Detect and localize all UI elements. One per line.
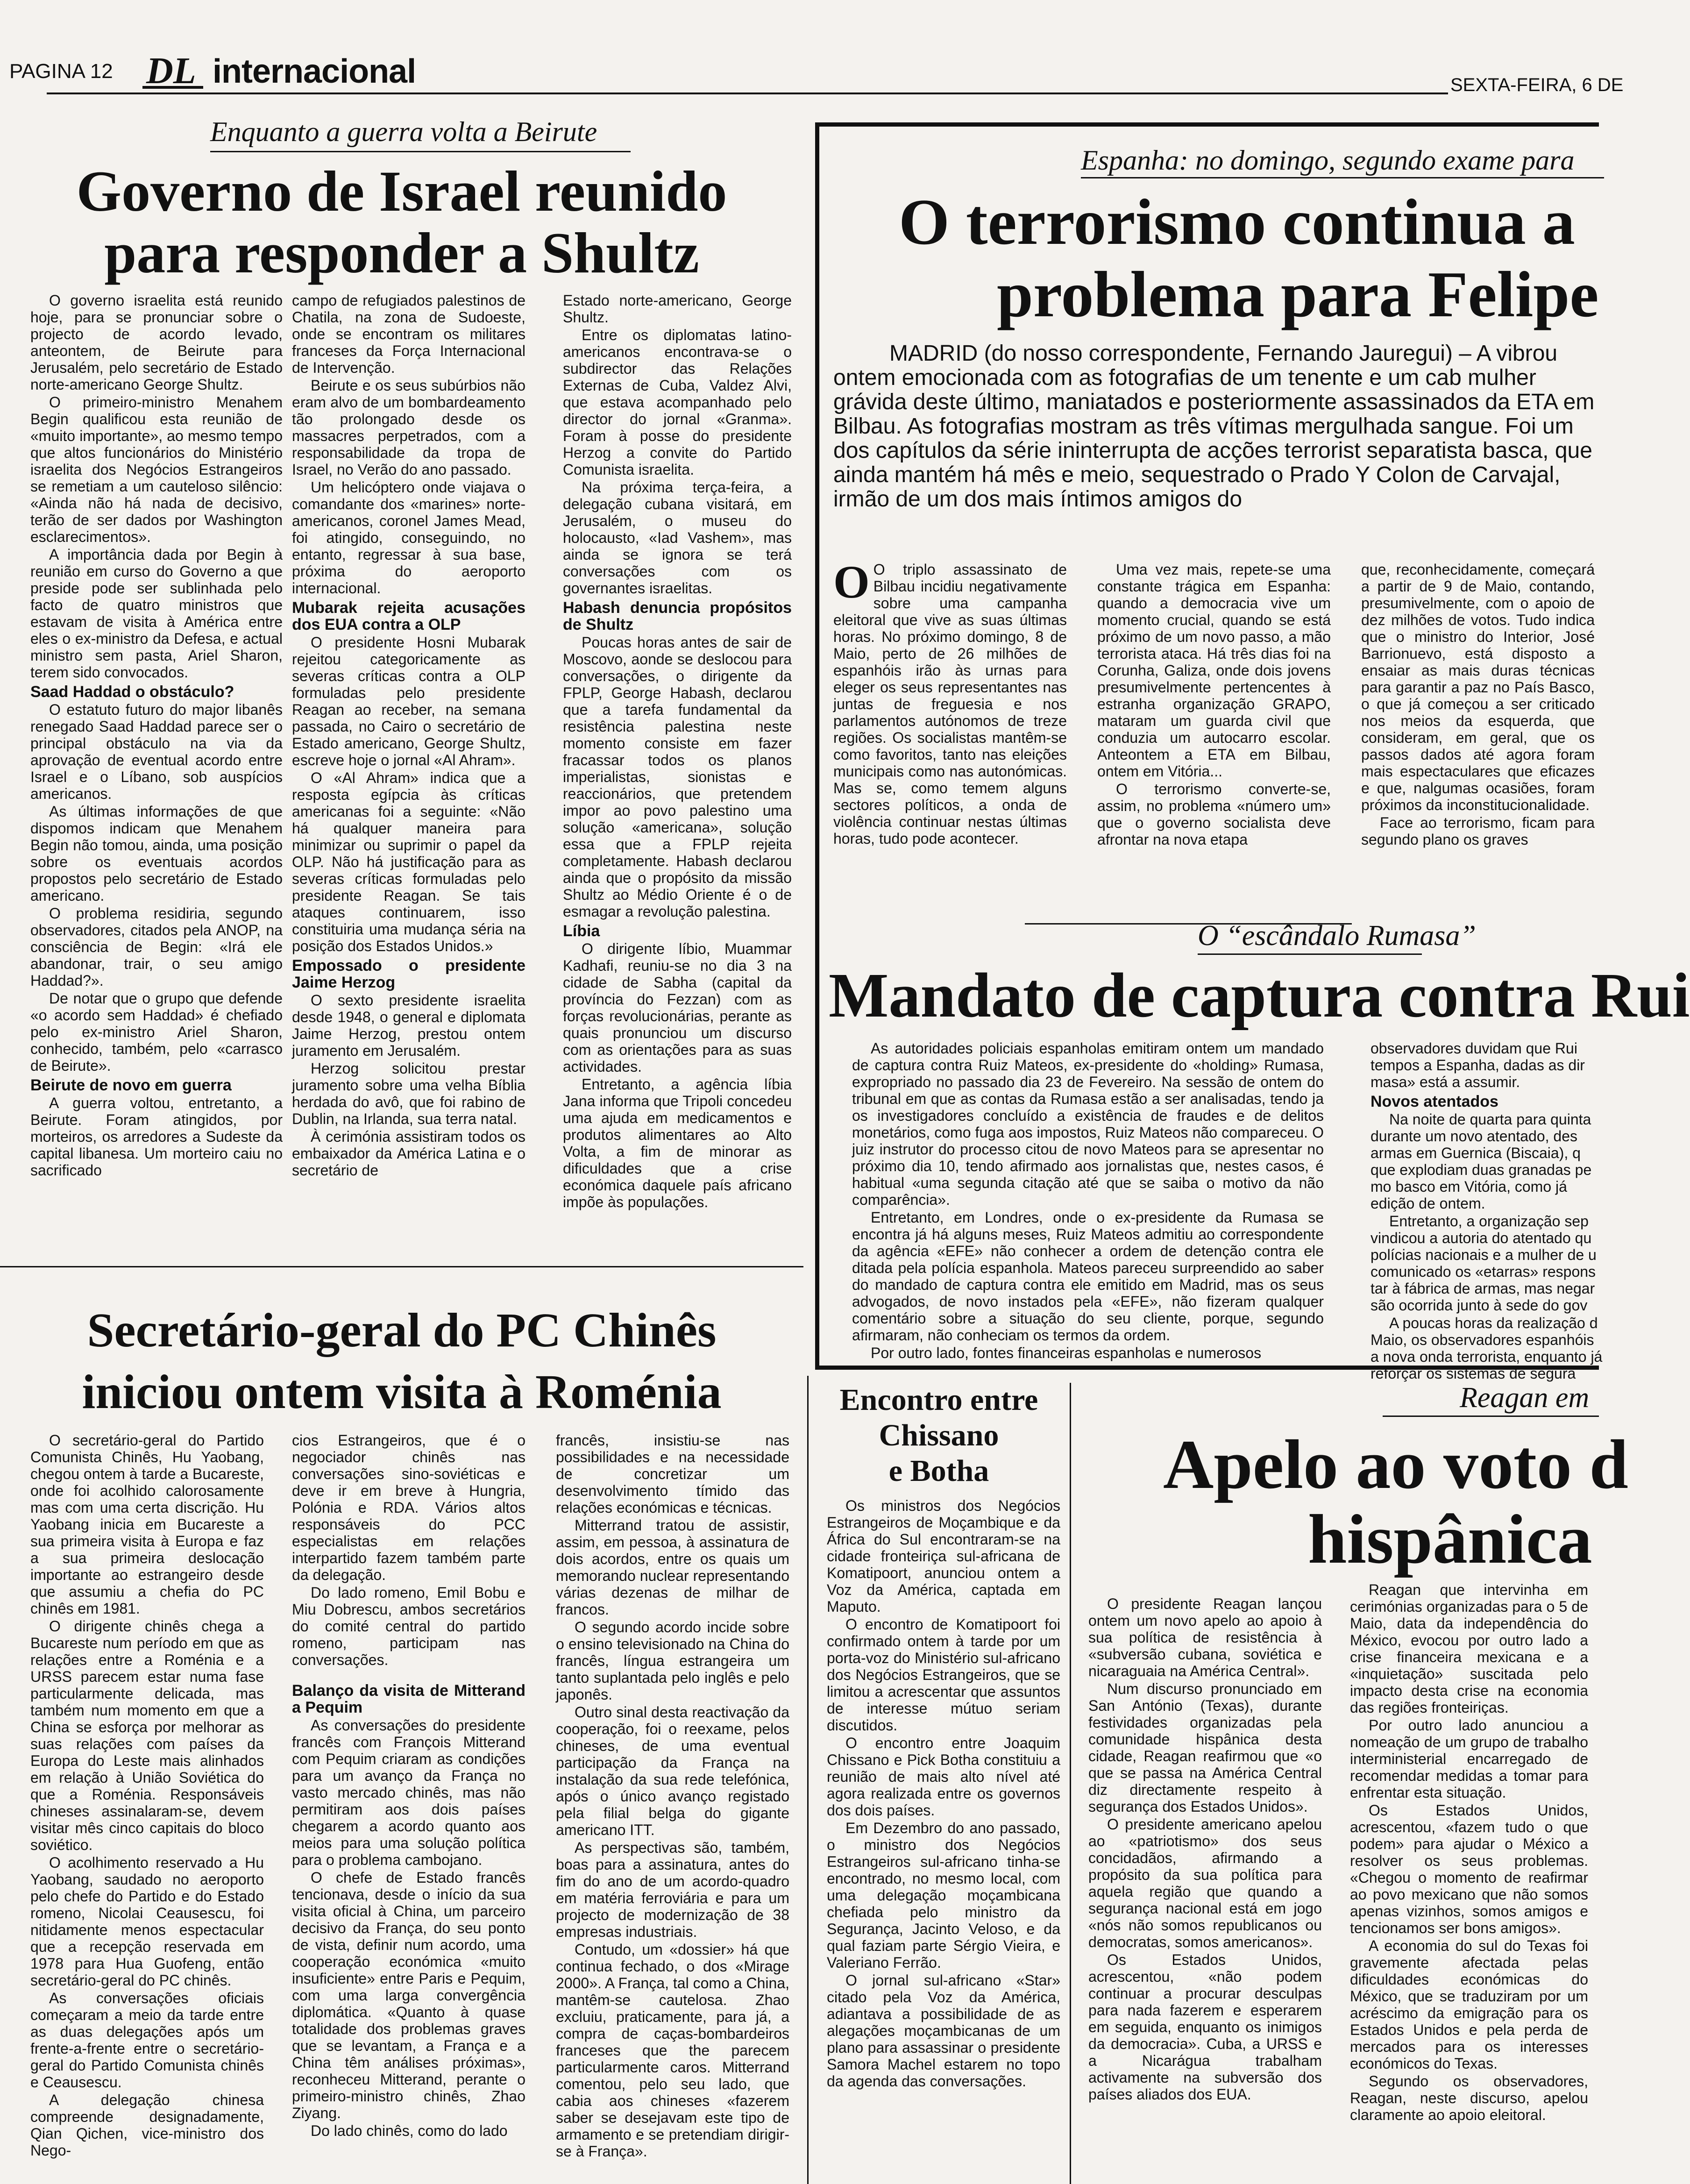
reagan-c1-p4: Os Estados Unidos, acrescentou, «não podem continuar a procurar desculpas para nada fazerem e esperarem em seguida, enquanto os inimigos da democracia». Cuba, a URSS e a Nicarágua trabalham activamente na subversão dos países aliados dos EUA.: [1088, 1951, 1322, 2103]
israel-column-1: [30, 292, 283, 1266]
israel-subhead-haddad: Saad Haddad o obstáculo?: [30, 683, 234, 701]
page-label: PAGINA 12: [9, 60, 113, 83]
rumasa-column-1: [852, 1040, 1324, 1367]
china-right-rule: [807, 1376, 809, 2184]
china-c2-p2: Do lado romeno, Emil Bobu e Miu Dobrescu, ambos secretários do comité central do partido romeno, participam nas conversações.: [292, 1584, 525, 1668]
israel-c3-p4: Poucas horas antes de sair de Moscovo, aonde se deslocou para conversações, o dirigente da FPLP, George Habash, declarou que a tarefa fundamental da resistência palestina neste momento consiste em fazer fracassar todos os planos imperialistas, sionistas e reaccionários, que pretendem impor ao povo palestino uma solução «americana», solução essa que a FPLP rejeita completamente. Habash declarou ainda que o propósito da missão Shultz ao Médio Oriente é o de esmagar a revolução palestina.: [563, 634, 792, 920]
rumasa-c2-p1: observadores duvidam que Rui tempos a Espanha, dadas as dir masa» está a assumir.: [1370, 1040, 1585, 1090]
masthead-rule: [47, 92, 1448, 94]
rumasa-subhead-atentados: Novos atentados: [1370, 1093, 1498, 1110]
china-subhead-mitterand: Balanço da visita de Mitterand a Pequim: [292, 1682, 525, 1716]
reagan-column-2: [1350, 1581, 1588, 2179]
israel-c3-p1: Estado norte-americano, George Shultz.: [563, 292, 792, 326]
china-headline-1: Secretário-geral do PC Chinês: [87, 1303, 717, 1357]
china-column-2: [292, 1432, 525, 2179]
israel-subhead-herzog: Empossado o presidente Jaime Herzog: [292, 957, 525, 991]
spain-dropcap: O: [833, 556, 870, 608]
spain-lead: [833, 341, 1609, 547]
chissano-headline-3: e Botha: [888, 1454, 989, 1488]
spain-column-1: [833, 556, 1067, 1019]
reagan-c2-p4: A economia do sul do Texas foi gravemente afectada pelas dificuldades económicas do México, que se traduziram por um acréscimo da emigração para os Estados Unidos e pela perda de mercados para os interesses económicos do Texas.: [1350, 1937, 1588, 2072]
israel-c3-p5: O dirigente líbio, Muammar Kadhafi, reuniu-se no dia 3 na cidade de Sabha (capital da província do Fezzan) com as forças revolucionárias, perante as quais pronunciou um discurso com as orientações para as suas actividades.: [563, 940, 792, 1075]
israel-subhead-mubarak: Mubarak rejeita acusações dos EUA contra a OLP: [292, 599, 525, 633]
rumasa-kicker-rule: [1198, 953, 1422, 955]
china-c3-p6: Contudo, um «dossier» há que continua fechado, o dos «Mirage 2000». A França, tal como a China, mantêm-se cautelosa. Zhao excluiu, praticamente, para já, a compra de caças-bombardeiros franceses que the parecem particularmente caros. Mitterrand comentou, pelo seu lado, que cabia aos chineses «fazerem saber se desejavam este tipo de armamento e se pretendiam dirigir-se à França».: [556, 1941, 789, 2160]
rumasa-headline: Mandato de captura contra Rui: [829, 960, 1690, 1031]
spain-lead-text: MADRID (do nosso correspondente, Fernando Jauregui) – A vibrou ontem emocionada com as fotografias de um tenente e um cab mulher grávida deste último, maniatados e posteriormente assassinados da ETA em Bilbau. As fotografias mostram as três vítimas mergulhada sangue. Foi um dos capítulos da série ininterrupta de acções terrorist separatista basca, que ainda mantém há mês e meio, sequestrado o Prado Y Colon de Carvajal, irmão de um dos mais íntimos amigos do: [833, 341, 1595, 512]
china-headline-2: iniciou ontem visita à Roménia: [82, 1365, 722, 1419]
chissano-column: [827, 1497, 1060, 2179]
israel-column-2: [292, 292, 525, 1266]
reagan-column-1: [1088, 1595, 1322, 2179]
rumasa-column-2: [1370, 1040, 1604, 1382]
rumasa-c1-p3: Por outro lado, fontes financeiras espanholas e numerosos: [871, 1345, 1262, 1361]
china-c2-p1: cios Estrangeiros, que é o negociador chinês nas conversações sino-soviéticas e deve ir em breve à Hungria, Polónia e RDA. Vários altos responsáveis do PCC especialistas em relações interpartido fazem também parte da delegação.: [292, 1432, 525, 1583]
china-c3-p1: francês, insistiu-se nas possibilidades e na necessidade de concretizar um desenvolvimento tímido das relações económicas e técnicas.: [556, 1432, 789, 1516]
reagan-c2-p2: Por outro lado anunciou a nomeação de um grupo de trabalho interministerial encarregado de recomendar medidas a tomar para enfrentar esta situação.: [1350, 1717, 1588, 1801]
israel-c3-p6: Entretanto, a agência líbia Jana informa que Tripoli concedeu uma ajuda em medicamentos e produtos alimentares ao Alto Volta, a fim de minorar as dificuldades que a crise económica daquele país africano impõe às populações.: [563, 1076, 792, 1210]
china-c3-p2: Mitterrand tratou de assistir, assim, em pessoa, à assinatura de dois acordos, entre os quais um memorando nuclear representando várias dezenas de milhar de francos.: [556, 1517, 789, 1618]
israel-c2-p1: campo de refugiados palestinos de Chatila, na zona de Sudoeste, onde se encontram os militares franceses da Força Internacional de Intervenção.: [292, 292, 525, 376]
spain-c2-p2: O terrorismo converte-se, assim, no problema «número um» que o governo socialista deve afrontar na nova etapa: [1097, 781, 1331, 848]
israel-subhead-beirute: Beirute de novo em guerra: [30, 1076, 232, 1094]
masthead: [0, 0, 1624, 100]
spain-c1-text: O triplo assassinato de Bilbau incidiu negativamente sobre uma campanha eleitoral que vive as suas últimas horas. No próximo domingo, 8 de Maio, perto de 26 milhões de espanhóis irão às urnas para eleger os seus representantes nas juntas de freguesia e nos parlamentos autónomos de treze regiões. Os socialistas mantêm-se como favoritos, tanto nas eleições municipais como nas autonómicas. Mas se, como temem alguns sectores políticos, a onda de violência continuar nestas últimas horas, tudo pode acontecer.: [833, 561, 1067, 847]
israel-c2-p6: O sexto presidente israelita desde 1948, o general e diplomata Jaime Herzog, prestou ontem juramento em Jerusalém.: [292, 992, 525, 1059]
israel-column-3: [563, 292, 792, 1266]
israel-c1-p4: O estatuto futuro do major libanês renegado Saad Haddad parece ser o principal obstáculo na via da aprovação de eventual acordo entre Israel e o Líbano, sob auspícios americanos.: [30, 701, 283, 802]
spain-c3-p1: que, reconhecidamente, começará a partir de 9 de Maio, contando, presumivelmente, com o apoio de dez milhões de votos. Tudo indica que o ministro do Interior, José Barrionuevo, está disposto a ensaiar as mais duras técnicas para garantir a paz no País Basco, o que já começou a ser criticado nos meios da esquerda, que consideram, em geral, que os passos dados até agora foram mais espectaculares que eficazes e que, nalgumas ocasiões, foram próximos da inconstitucionalidade.: [1361, 561, 1595, 813]
chissano-p1: Os ministros dos Negócios Estrangeiros de Moçambique e da África do Sul encontraram-se na cidade fronteiriça sul-africana de Komatipoort, anunciou ontem a Voz da América, captada em Maputo.: [827, 1497, 1060, 1615]
reagan-c1-p2: Num discurso pronunciado em San António (Texas), durante festividades organizadas pela comunidade hispânica desta cidade, Reagan reafirmou que «o que se passa na América Central diz directamente respeito à segurança dos Estados Unidos».: [1088, 1680, 1322, 1815]
israel-c1-p5: As últimas informações de que dispomos indicam que Menahem Begin não tomou, ainda, uma posição sobre os eventuais acordos propostos pelo secretário de Estado americano.: [30, 803, 283, 904]
rumasa-c2-p2: Na noite de quarta para quinta durante um novo atentado, des armas em Guernica (Biscaia), q que explodiam duas granadas pe mo basco em Vitória, como já edição de ontem.: [1370, 1111, 1592, 1212]
spain-c2-p1: Uma vez mais, repete-se uma constante trágica em Espanha: quando a democracia vive um momento crucial, quando se está próximo de um novo passo, a mão terrorista ataca. Há três dias foi na Corunha, Galiza, onde dois jovens presumivelmente pertencentes à estranha organização GRAPO, mataram um guarda civil que conduzia um autocarro escolar. Anteontem a ETA em Bilbau, ontem em Vitória...: [1097, 561, 1331, 780]
chissano-p4: Em Dezembro do ano passado, o ministro dos Negócios Estrangeiros sul-africano tinha-se encontrado, no mesmo local, com uma delegação moçambicana chefiada pelo ministro da Segurança, Jacinto Veloso, e da qual faziam parte Sérgio Vieira, e Valeriano Ferrão.: [827, 1820, 1060, 1971]
rumasa-c2-p3: Entretanto, a organização sep vindicou a autoria do atentado qu polícias nacionais e a mulher de u comunicado os «etarras» respons tar à fábrica de armas, mas negar são ocorrida junto à sede do gov: [1370, 1213, 1597, 1314]
article-spain-box: [815, 122, 1690, 1382]
israel-kicker: Enquanto a guerra volta a Beirute: [210, 116, 597, 147]
svg-text:DL: DL: [146, 50, 196, 92]
article-chissano: [815, 1383, 1063, 2184]
israel-c3-p3: Na próxima terça-feira, a delegação cubana visitará, em Jerusalém, o museu do holocausto, «Iad Vashem», mas ainda se ignora se terá conversações com os governantes israelitas.: [563, 479, 792, 597]
israel-c2-p7: Herzog solicitou prestar juramento sobre uma velha Bíblia herdada do avô, que foi rabino de Dublin, na Irlanda, sua terra natal.: [292, 1060, 525, 1127]
spain-headline-2: problema para Felipe: [997, 258, 1599, 331]
israel-c2-p2: Beirute e os seus subúrbios não eram alvo de um bombardeamento tão prolongado desde os massacres perpetrados, com a responsabilidade da tropa de Israel, no Verão do ano passado.: [292, 377, 525, 478]
rumasa-c1-p1: As autoridades policiais espanholas emitiram ontem um mandado de captura contra Ruiz Mateos, ex-presidente do «holding» Rumasa, expropriado no passado dia 23 de Fevereiro. Na sessão de ontem do tribunal em que as contas da Rumasa estão a ser analisadas, tendo ja os investigadores concluído a existência de fraudes e de delitos monetários, como fuga aos impostos, Ruiz Mateos não compareceu. O juiz instrutor do processo citou de novo Mateos para se apresentar no próximo dia 10, tendo afirmado aos jornalistas que, nestes casos, é habitual «uma segunda citação até que se saiba o motivo da não comparência».: [852, 1040, 1324, 1208]
china-c2-p4: O chefe de Estado francês tencionava, desde o início da sua visita oficial à China, um parceiro decisivo da França, do seu ponto de vista, definir num acordo, uma cooperação económica «muito insuficiente» entre Paris e Pequim, com uma larga convergência diplomática. «Quanto à quase totalidade dos problemas graves que se levantam, a França e a China têm análises próximas», reconheceu Mitterand, perante o primeiro-ministro chinês, Zhao Ziyang.: [292, 1869, 525, 2121]
china-column-1: [30, 1432, 264, 2179]
china-c1-p5: A delegação chinesa compreende designadamente, Qian Qichen, vice-ministro dos Nego-: [30, 2092, 264, 2159]
israel-c2-p4: O presidente Hosni Mubarak rejeitou categoricamente as severas críticas contra a OLP formuladas pelo presidente Reagan ao receber, na semana passada, no Cairo o secretário de Estado americano, George Shultz, escreve hoje o jornal «Al Ahram».: [292, 634, 525, 768]
israel-bottom-rule: [0, 1266, 803, 1267]
chissano-p2: O encontro de Komatipoort foi confirmado ontem à tarde por um porta-voz do Ministério sul-africano dos Negócios Estrangeiros, que se limitou a acrescentar que assuntos de interesse mútuo seriam discutidos.: [827, 1616, 1060, 1734]
reagan-kicker: Reagan em: [1460, 1382, 1590, 1414]
spain-c1-p1: [833, 556, 1067, 847]
rumasa-c2-p4: A poucas horas da realização d Maio, os observadores espanhóis a nova onda terrorista, enquanto já reforçar os sistemas de segura: [1370, 1315, 1603, 1382]
israel-c1-p1: O governo israelita está reunido hoje, para se pronunciar sobre o projecto de acordo levado, anteontem, de Beirute para Jerusalém, pelo secretário de Estado norte-americano George Shultz.: [30, 292, 283, 393]
israel-c1-p8: A guerra voltou, entretanto, a Beirute. Foram atingidos, por morteiros, os arredores a Sudeste da capital libanesa. Um morteiro caiu no sacrificado: [30, 1095, 283, 1179]
section-title: internacional: [213, 53, 416, 90]
china-c1-p2: O dirigente chinês chega a Bucareste num período em que as relações entre a Roménia e a URSS parecem estar numa fase particularmente delicada, mas também num momento em que a China se esforça por melhorar as suas relações com países da Europa do Leste mais alinhados em relação à União Soviética do que a Roménia. Responsáveis chineses assinalaram-se, devem visitar mês cinco capitais do bloco soviético.: [30, 1618, 264, 1853]
china-column-3: [556, 1432, 789, 2179]
israel-kicker-rule: [210, 151, 631, 152]
reagan-kicker-rule: [1383, 1416, 1599, 1417]
israel-subhead-habash: Habash denuncia propósitos de Shultz: [563, 599, 792, 633]
israel-c1-p6: O problema residiria, segundo observadores, citados pela ANOP, na consciência de Begin: «Irá ele abandonar, trair, o seu amigo Haddad?».: [30, 905, 283, 989]
page-date: SEXTA-FEIRA, 6 DE: [1450, 75, 1624, 95]
reagan-headline-1: Apelo ao voto d: [1163, 1426, 1628, 1503]
spain-kicker-rule: [1081, 177, 1604, 178]
spain-kicker: Espanha: no domingo, segundo exame para: [1081, 145, 1575, 176]
china-c1-p4: As conversações oficiais começaram a meio da tarde entre as duas delegações após um frente-a-frente entre o secretário-geral do Partido Comunista chinês e Ceausescu.: [30, 1990, 264, 2091]
israel-headline-1: Governo de Israel reunido: [76, 159, 727, 223]
israel-headline-2: para responder a Shultz: [104, 221, 699, 285]
israel-subhead-libia: Líbia: [563, 922, 600, 940]
chissano-right-rule: [1070, 1383, 1071, 2184]
chissano-headline-2: Chissano: [879, 1418, 999, 1452]
spain-c3-p2: Face ao terrorismo, ficam para segundo plano os graves: [1361, 814, 1595, 848]
china-c3-p3: O segundo acordo incide sobre o ensino televisionado na China do francês, língua estrangeira um tanto suplantada pelo inglês e pelo japonês.: [556, 1619, 789, 1703]
article-reagan: [1074, 1382, 1628, 2184]
china-c2-p3: As conversações do presidente francês com François Mitterand com Pequim criaram as condições para um avanço da França no vasto mercado chinês, mas não permitiram aos dois países chegarem a acordo quanto aos meios para uma solução política para o problema cambojano.: [292, 1717, 525, 1868]
israel-c2-p3: Um helicóptero onde viajava o comandante dos «marines» norte-americanos, coronel James Mead, foi atingido, conseguindo, no entanto, regressar à sua base, próxima do aeroporto internacional.: [292, 479, 525, 597]
israel-c3-p2: Entre os diplomatas latino-americanos encontrava-se o subdirector das Relações Externas de Cuba, Valdez Alvi, que estava acompanhado pelo director do jornal «Granma». Foram à posse do presidente Herzog a convite do Partido Comunista israelita.: [563, 327, 792, 478]
israel-c2-p8: À cerimónia assistiram todos os embaixador da América Latina e o secretário de: [292, 1128, 525, 1179]
israel-c2-p5: O «Al Ahram» indica que a resposta egípcia às críticas americanas foi a seguinte: «Não há qualquer maneira para minimizar ou suprimir o papel da OLP. Não há justificação para as severas críticas formuladas pelo presidente Reagan. Se tais ataques continuarem, isso constituiria uma mudança séria na posição dos Estados Unidos.»: [292, 769, 525, 954]
china-c1-p1: O secretário-geral do Partido Comunista Chinês, Hu Yaobang, chegou ontem à tarde a Bucareste, onde foi acolhido calorosamente mas com uma certa discrição. Hu Yaobang inicia em Bucareste a sua primeira visita à Europa e faz a sua primeira deslocação importante ao estrangeiro desde que assumiu a chefia do PC chinês em 1981.: [30, 1432, 264, 1617]
reagan-c1-p3: O presidente americano apelou ao «patriotismo» dos seus concidadãos, afirmando a propósito da sua política para aquela região que quando a segurança nacional está em jogo «nós não somos republicanos ou democratas, somos americanos».: [1088, 1816, 1322, 1950]
reagan-c2-p5: Segundo os observadores, Reagan, neste discurso, apelou claramente ao apoio eleitoral.: [1350, 2073, 1588, 2123]
newspaper-logo: [142, 52, 203, 94]
israel-c1-p3: A importância dada por Begin à reunião em curso do Governo a que preside pode ser sublinhada pelo facto de quatro ministros que estavam de visita à América entre eles o ex-ministro da Defesa, e actual ministro sem pasta, Ariel Sharon, terem sido convocados.: [30, 546, 283, 681]
reagan-c2-p3: Os Estados Unidos, acrescentou, «fazem tudo o que podem» para ajudar o México a resolver os seus problemas. «Chegou o momento de reafirmar ao povo mexicano que não somos apenas vizinhos, somos amigos e tencionamos ser bons amigos».: [1350, 1802, 1588, 1936]
israel-c1-p7: De notar que o grupo que defende «o acordo sem Haddad» é chefiado pelo ex-ministro Ariel Sharon, conhecido, também, pelo «carrasco de Beirute».: [30, 990, 283, 1074]
rumasa-c1-p2: Entretanto, em Londres, onde o ex-presidente da Rumasa se encontra já há alguns meses, Ruiz Mateos admitiu ao correspondente da agência «EFE» não conhecer a ordem de detenção contra ele ditada pela polícia espanhola. Mateos pareceu surpreendido ao saber do mandado de captura contra ele emitido em Madrid, mas os seus advogados, de novo instados pela «EFE», não fizeram qualquer comentário sobre a situação do seu cliente, porque, segundo afirmaram, não conheciam os termos da ordem.: [852, 1209, 1324, 1344]
spain-headline-1: O terrorismo continua a: [899, 186, 1575, 258]
article-israel: [0, 100, 803, 1259]
rumasa-kicker: O “escândalo Rumasa”: [1198, 920, 1476, 952]
china-c2-p5: Do lado chinês, como do lado: [311, 2122, 508, 2139]
reagan-c1-p1: O presidente Reagan lançou ontem um novo apelo ao apoio à sua política de resistência à «subversão cubana, soviética e nicaraguaia na América Central».: [1088, 1595, 1322, 1679]
israel-c1-p2: O primeiro-ministro Menahem Begin qualificou esta reunião de «muito importante», ao mesmo tempo que altos funcionários do Ministério israelita dos Negócios Estrangeiros se remetiam a um cauteloso silêncio: «Ainda não há nada de decisivo, terão de ser dados por Washington esclarecimentos».: [30, 394, 283, 545]
reagan-headline-2: hispânica: [1308, 1501, 1592, 1578]
chissano-headline-1: Encontro entre: [839, 1383, 1038, 1417]
chissano-p3: O encontro entre Joaquim Chissano e Pick Botha constituiu a reunião de mais alto nível até agora realizada entre os governos dos dois países.: [827, 1735, 1060, 1819]
chissano-p5: O jornal sul-africano «Star» citado pela Voz da América, adiantava a possibilidade de as alegações moçambicanas de um plano para assassinar o presidente Samora Machel estarem no topo da agenda das conversações.: [827, 1972, 1060, 2090]
article-china: [0, 1275, 803, 2184]
china-c3-p5: As perspectivas são, também, boas para a assinatura, antes do fim do ano de um acordo-quadro em matéria ferroviária e para um projecto de modernização de 38 empresas industriais.: [556, 1839, 789, 1940]
china-c1-p3: O acolhimento reservado a Hu Yaobang, saudado no aeroporto pelo chefe do Partido e do Estado romeno, Nicolai Ceausescu, foi nitidamente menos espectacular que a recepção reservada em 1978 para Hua Guofeng, então secretário-geral do PC chinês.: [30, 1854, 264, 1989]
reagan-c2-p1: Reagan que intervinha em cerimónias organizadas para o 5 de Maio, data da independência do México, evocou por outro lado a crise financeira mexicana e a «inquietação» suscitada pelo impacto desta crise na economia das regiões fronteiriças.: [1350, 1581, 1588, 1716]
china-c3-p4: Outro sinal desta reactivação da cooperação, foi o reexame, pelos chineses, de uma eventual participação da França na instalação da sua rede telefónica, após o único avanço registado pela filial belga do gigante americano ITT.: [556, 1704, 789, 1838]
